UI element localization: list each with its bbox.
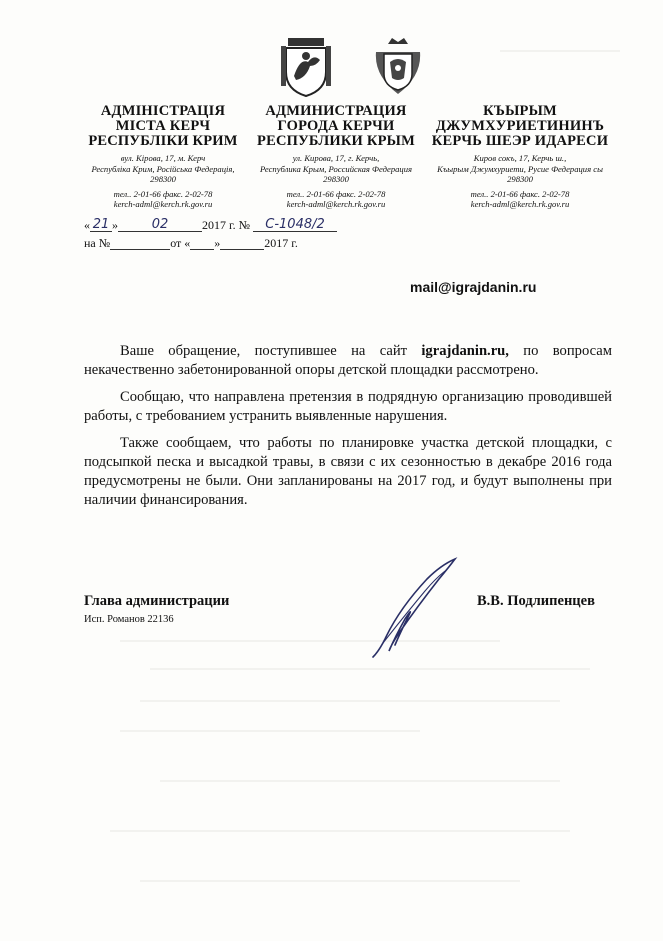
org-address-ru: ул. Кирова, 17, г. Керчь, Республика Крым, Российская Федерация 298300 <box>259 153 413 184</box>
letter-body <box>84 342 612 518</box>
reg-number: С-1048/2 <box>253 217 337 232</box>
org-name-ru: АДМИНИСТРАЦИЯ ГОРОДА КЕРЧИ РЕСПУБЛИКИ КРЫМ <box>257 103 415 149</box>
org-name-crh: КЪЫРЫМ ДЖУМХУРИЕТИНИНЪ КЕРЧЬ ШЕЭР ИДАРЕСИ <box>431 103 609 149</box>
reg-day: 21 <box>90 217 112 232</box>
org-contact-crh: тел.. 2-01-66 факс. 2-02-78 kerch-adml@kerch.rk.gov.ru <box>470 188 570 209</box>
reg-month: 02 <box>118 217 202 232</box>
paragraph-1: Ваше обращение, поступившее на сайт igrajdanin.ru, по вопросам некачественно забетонированной опоры детской площадки рассмотрено. <box>84 343 612 378</box>
signatory-name: В.В. Подлипенцев <box>477 593 595 609</box>
handwritten-signature <box>365 555 465 665</box>
addressee-email: mail@igrajdanin.ru <box>410 279 537 295</box>
header-ru <box>246 104 426 210</box>
reference-line: на № от « » 2017 г. <box>84 236 298 250</box>
signatory-title: Глава администрации <box>84 593 230 609</box>
crimea-coat-of-arms-icon <box>280 36 332 98</box>
header-crh <box>430 104 610 210</box>
org-name-ua: АДМІНІСТРАЦІЯ МІСТА КЕРЧ РЕСПУБЛІКИ КРИМ <box>88 103 238 149</box>
kerch-coat-of-arms-icon <box>372 36 424 98</box>
registration-line: « 21 » 02 2017 г. № С-1048/2 <box>84 217 337 232</box>
paragraph-2: Сообщаю, что направлена претензия в подрядную организацию проводившей работы, с требованием устранить выявленные нарушения. <box>84 389 612 424</box>
org-address-crh: Киров сокъ, 17, Керчь ш., Къырым Джумхуриети, Русие Федерация сы 298300 <box>437 153 603 184</box>
site-name: igrajdanin.ru, <box>421 343 509 359</box>
header-ua <box>74 104 252 210</box>
executor-note: Исп. Романов 22136 <box>84 614 174 625</box>
paragraph-3: Также сообщаем, что работы по планировке участка детской площадки, с подсыпкой песка и высадкой травы, в связи с их сезонностью в декабре 2016 года предусмотрены не были. Они запланированы на 2017 год, и будут выполнены при наличии финансирования. <box>84 435 612 508</box>
org-contact-ua: тел.. 2-01-66 факс. 2-02-78 kerch-adml@kerch.rk.gov.ru <box>113 188 213 209</box>
org-contact-ru: тел.. 2-01-66 факс. 2-02-78 kerch-adml@kerch.rk.gov.ru <box>286 188 386 209</box>
org-address-ua: вул. Кірова, 17, м. Керч Республіка Крим, Російська Федерація, 298300 <box>91 153 235 184</box>
